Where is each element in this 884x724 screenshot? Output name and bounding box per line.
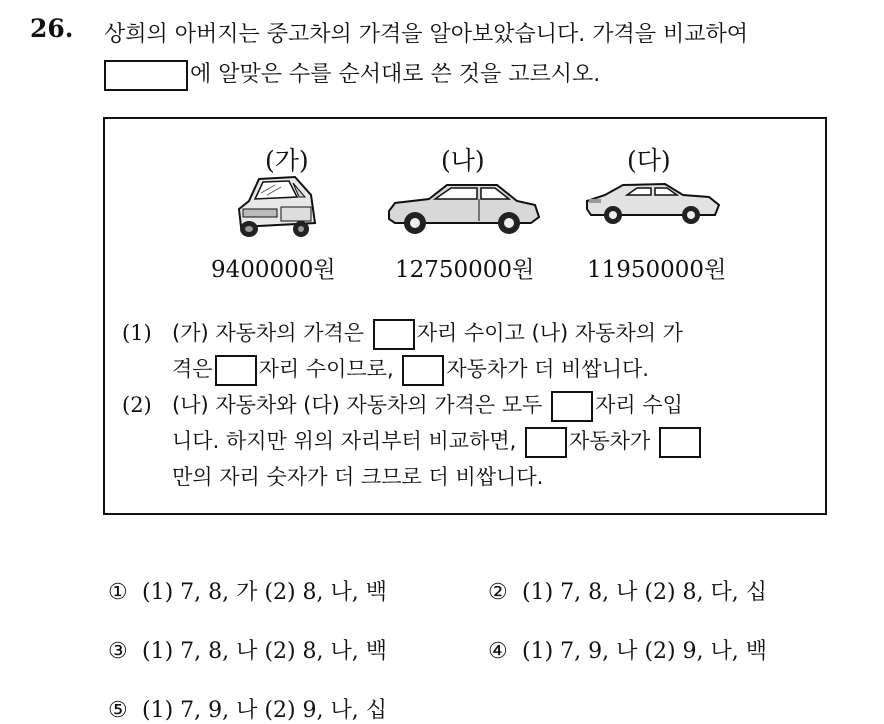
statement-text: 만의 자리 숫자가 더 크므로 더 비쌉니다. [172, 465, 544, 489]
sedan-car-icon [385, 181, 541, 235]
statement-text: (나) 자동차와 (다) 자동차의 가격은 모두 [172, 393, 543, 417]
car-price: 12750000원 [395, 257, 535, 283]
statement-text: 자동차가 더 비쌉니다. [446, 357, 649, 381]
car-label: (다) [627, 146, 671, 175]
choice-2[interactable] [488, 575, 767, 606]
answer-blank-sample [104, 60, 188, 91]
hatchback-car-icon [231, 171, 321, 243]
statement-text: 니다. 하지만 위의 자리부터 비교하면, [172, 429, 517, 453]
stem-line-2 [104, 55, 874, 95]
stem-line-2-text: 에 알맞은 수를 순서대로 쓴 것을 고르시오. [190, 62, 601, 87]
question-stem [104, 15, 874, 95]
statement-text: 자리 수이고 (나) 자동차의 가 [416, 321, 683, 345]
statement-1 [122, 315, 822, 387]
choice-mark: ③ [108, 639, 128, 664]
statement-text: 자동차가 [569, 429, 651, 453]
answer-blank [402, 355, 444, 386]
car-label: (나) [441, 146, 485, 175]
statement-text: 자리 수입 [595, 393, 683, 417]
choice-4[interactable] [488, 634, 767, 665]
question-number: 26. [30, 14, 74, 43]
car-price: 9400000원 [211, 257, 336, 283]
answer-blank [525, 427, 567, 458]
answer-blank [659, 427, 701, 458]
choice-text: (1) 7, 9, 나 (2) 9, 나, 백 [522, 639, 767, 664]
choice-text: (1) 7, 8, 나 (2) 8, 나, 백 [142, 639, 387, 664]
statement-2 [122, 387, 822, 495]
choice-mark: ② [488, 580, 508, 605]
choice-mark: ④ [488, 639, 508, 664]
compact-car-icon [583, 181, 721, 227]
stem-line-1: 상희의 아버지는 중고차의 가격을 알아보았습니다. 가격을 비교하여 [104, 22, 749, 47]
car-price: 11950000원 [587, 257, 727, 283]
statement-text: (가) 자동차의 가격은 [172, 321, 365, 345]
statement-number: (2) [122, 393, 152, 417]
choice-5[interactable] [108, 693, 387, 724]
statement-number: (1) [122, 321, 152, 345]
choice-text: (1) 7, 8, 가 (2) 8, 나, 백 [142, 580, 387, 605]
statement-list [122, 315, 822, 495]
answer-blank [551, 391, 593, 422]
choice-3[interactable] [108, 634, 387, 665]
choice-1[interactable] [108, 575, 387, 606]
choice-mark: ⑤ [108, 698, 128, 723]
choice-text: (1) 7, 9, 나 (2) 9, 나, 십 [142, 698, 387, 723]
answer-blank [215, 355, 257, 386]
answer-blank [373, 319, 415, 350]
choice-text: (1) 7, 8, 나 (2) 8, 다, 십 [522, 580, 767, 605]
car-label: (가) [265, 146, 309, 175]
choice-mark: ① [108, 580, 128, 605]
statement-text: 격은 [172, 357, 213, 381]
statement-text: 자리 수이므로, [258, 357, 394, 381]
